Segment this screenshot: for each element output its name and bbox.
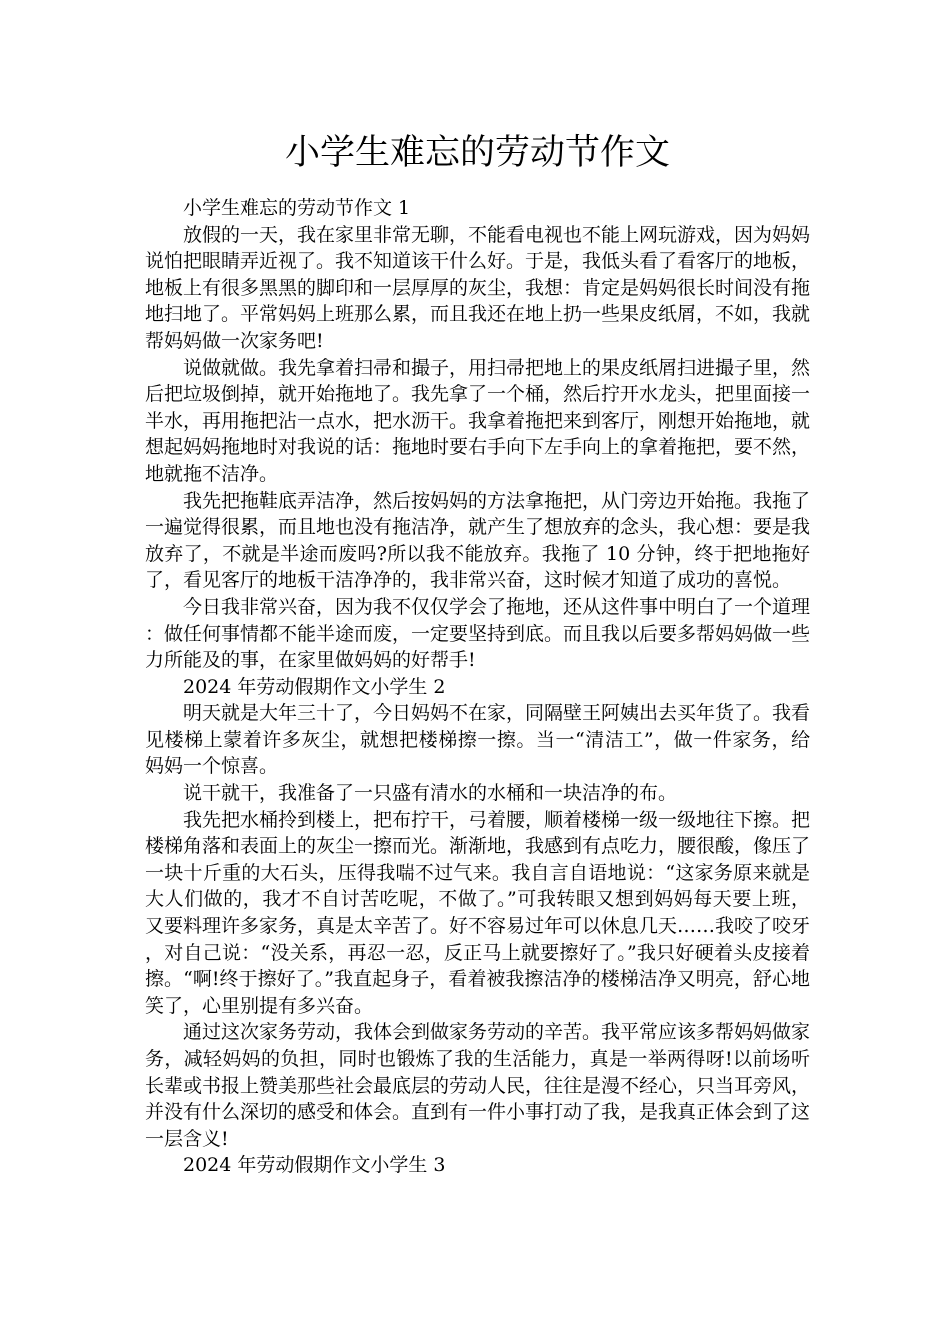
section-heading-2: 2024 年劳动假期作文小学生 2 [183,675,446,698]
paragraph: 放假的一天，我在家里非常无聊，不能看电视也不能上网玩游戏，因为妈妈说怕把眼睛弄近视了。我不知道该干什么好。于是，我低头看了看客厅的地板，地板上有很多黑黑的脚印和一层厚厚的灰尘，我想：肯定是妈妈很长时间没有拖地扫地了。平常妈妈上班那么累，而且我还在地上扔一些果皮纸屑，不如，我就帮妈妈做一次家务吧! [145,223,811,352]
document-page [145,0,810,1179]
paragraph: 今日我非常兴奋，因为我不仅仅学会了拖地，还从这件事中明白了一个道理：做任何事情都不能半途而废，一定要坚持到底。而且我以后要多帮妈妈做一些力所能及的事，在家里做妈妈的好帮手! [145,595,811,672]
paragraph: 说干就干，我准备了一只盛有清水的水桶和一块洁净的布。 [183,782,678,805]
paragraph: 通过这次家务劳动，我体会到做家务劳动的辛苦。我平常应该多帮妈妈做家务，减轻妈妈的负担，同时也锻炼了我的生活能力，真是一举两得呀!以前场听长辈或书报上赞美那些社会最底层的劳动人民，往往是漫不经心，只当耳旁风，并没有什么深切的感受和体会。直到有一件小事打动了我，是我真正体会到了这一层含义! [145,1021,811,1150]
section-heading-1: 小学生难忘的劳动节作文 1 [183,197,411,219]
paragraph: 明天就是大年三十了，今日妈妈不在家，同隔壁王阿姨出去买年货了。我看见楼梯上蒙着许多灰尘，就想把楼梯擦一擦。当一“清洁工”，做一件家务，给妈妈一个惊喜。 [145,702,811,778]
document-body [145,195,810,1179]
paragraph: 说做就做。我先拿着扫帚和撮子，用扫帚把地上的果皮纸屑扫进撮子里，然后把垃圾倒掉，就开始拖地了。我先拿了一个桶，然后拧开水龙头，把里面接一半水，再用拖把沾一点水，把水沥干。我拿着拖把来到客厅，刚想开始拖地，就想起妈妈拖地时对我说的话：拖地时要右手向下左手向上的拿着拖把，要不然，地就拖不洁净。 [145,356,811,485]
section-heading-3: 2024 年劳动假期作文小学生 3 [183,1154,446,1177]
document-title: 小学生难忘的劳动节作文 [284,133,670,173]
paragraph: 我先把水桶拎到楼上，把布拧干，弓着腰，顺着楼梯一级一级地往下擦。把楼梯角落和表面上的灰尘一擦而光。渐渐地，我感到有点吃力，腰很酸，像压了一块十斤重的大石头，压得我喘不过气来。我自言自语地说：“这家务原来就是大人们做的，我才不自讨苦吃呢，不做了。”可我转眼又想到妈妈每天要上班，又要料理许多家务，真是太辛苦了。好不容易过年可以休息几天……我咬了咬牙，对自己说：“没关系，再忍一忍，反正马上就要擦好了。”我只好硬着头皮接着擦。“啊!终于擦好了。”我直起身子，看着被我擦洁净的楼梯洁净又明亮，舒心地笑了，心里别提有多兴奋。 [145,808,811,1017]
paragraph: 我先把拖鞋底弄洁净，然后按妈妈的方法拿拖把，从门旁边开始拖。我拖了一遍觉得很累，而且地也没有拖洁净，就产生了想放弃的念头，我心想：要是我放弃了，不就是半途而废吗?所以我不能放弃。我拖了 10 分钟，终于把地拖好了，看见客厅的地板干洁净净的，我非常兴奋，这时候才知道了成功的喜悦。 [145,489,811,592]
